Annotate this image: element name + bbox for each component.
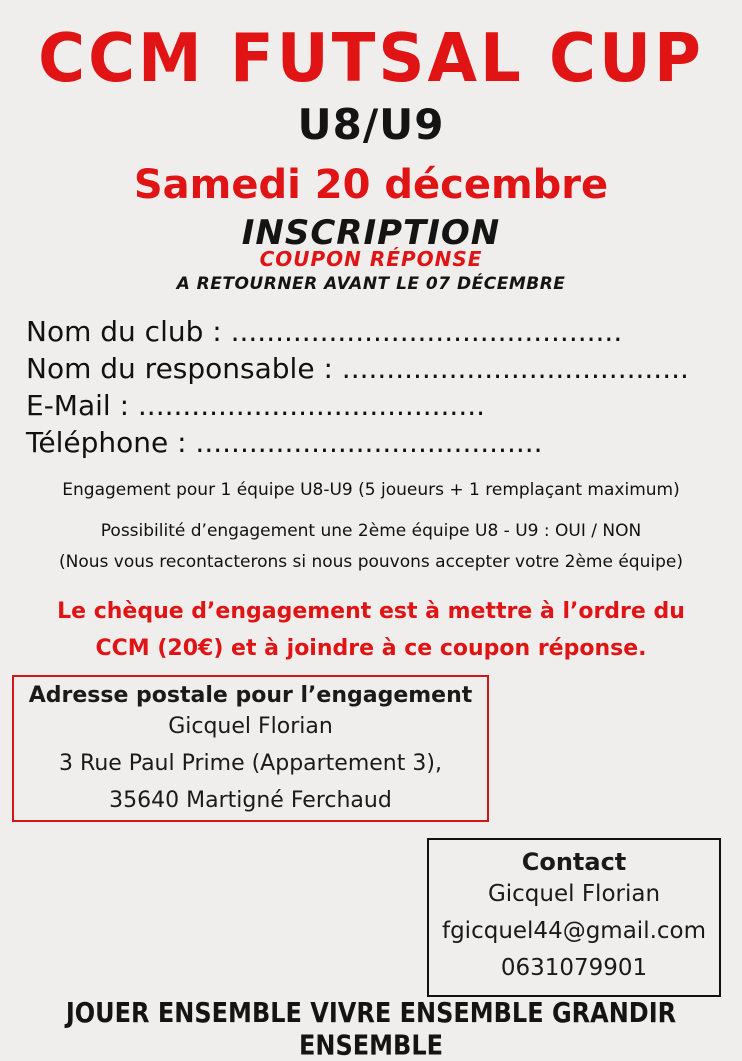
contact-email: fgicquel44@gmail.com [441, 918, 707, 944]
return-deadline: A RETOURNER AVANT LE 07 DÉCEMBRE [176, 274, 566, 294]
email-field: E-Mail : ....................................... [26, 389, 486, 422]
contact-box [427, 838, 721, 997]
club-slogan: JOUER ENSEMBLE VIVRE ENSEMBLE GRANDIR ENSEMBLE [65, 996, 677, 1061]
engagement-info: Engagement pour 1 équipe U8-U9 (5 joueurs + 1 remplaçant maximum) [62, 480, 680, 500]
inscription-heading: INSCRIPTION [241, 213, 501, 253]
cheque-line-1: Le chèque d’engagement est à mettre à l’ordre du [57, 599, 685, 624]
category-label: U8/U9 [297, 100, 445, 149]
coupon-reponse-label: COUPON RÉPONSE [259, 247, 483, 271]
event-date: Samedi 20 décembre [133, 162, 609, 208]
contact-title: Contact [521, 848, 627, 876]
second-team-note: (Nous vous recontacterons si nous pouvons accepter votre 2ème équipe) [59, 552, 683, 572]
manager-name-field: Nom du responsable : ....................................... [26, 352, 689, 385]
cheque-notice [0, 593, 742, 667]
address-city: 35640 Martigné Ferchaud [109, 788, 392, 813]
postal-address-box [12, 675, 489, 822]
club-name-field: Nom du club : ............................................ [26, 315, 623, 348]
contact-name: Gicquel Florian [487, 881, 661, 907]
address-name: Gicquel Florian [168, 714, 333, 739]
phone-field: Téléphone : ....................................... [26, 426, 543, 459]
cheque-line-2: CCM (20€) et à joindre à ce coupon réponse. [95, 636, 647, 661]
address-street: 3 Rue Paul Prime (Appartement 3), [59, 751, 442, 776]
registration-form [26, 313, 689, 461]
contact-phone: 0631079901 [500, 955, 648, 981]
second-team-option: Possibilité d’engagement une 2ème équipe U8 - U9 : OUI / NON [100, 521, 642, 541]
address-title: Adresse postale pour l’engagement [28, 683, 473, 708]
event-title: CCM FUTSAL CUP [38, 20, 704, 98]
